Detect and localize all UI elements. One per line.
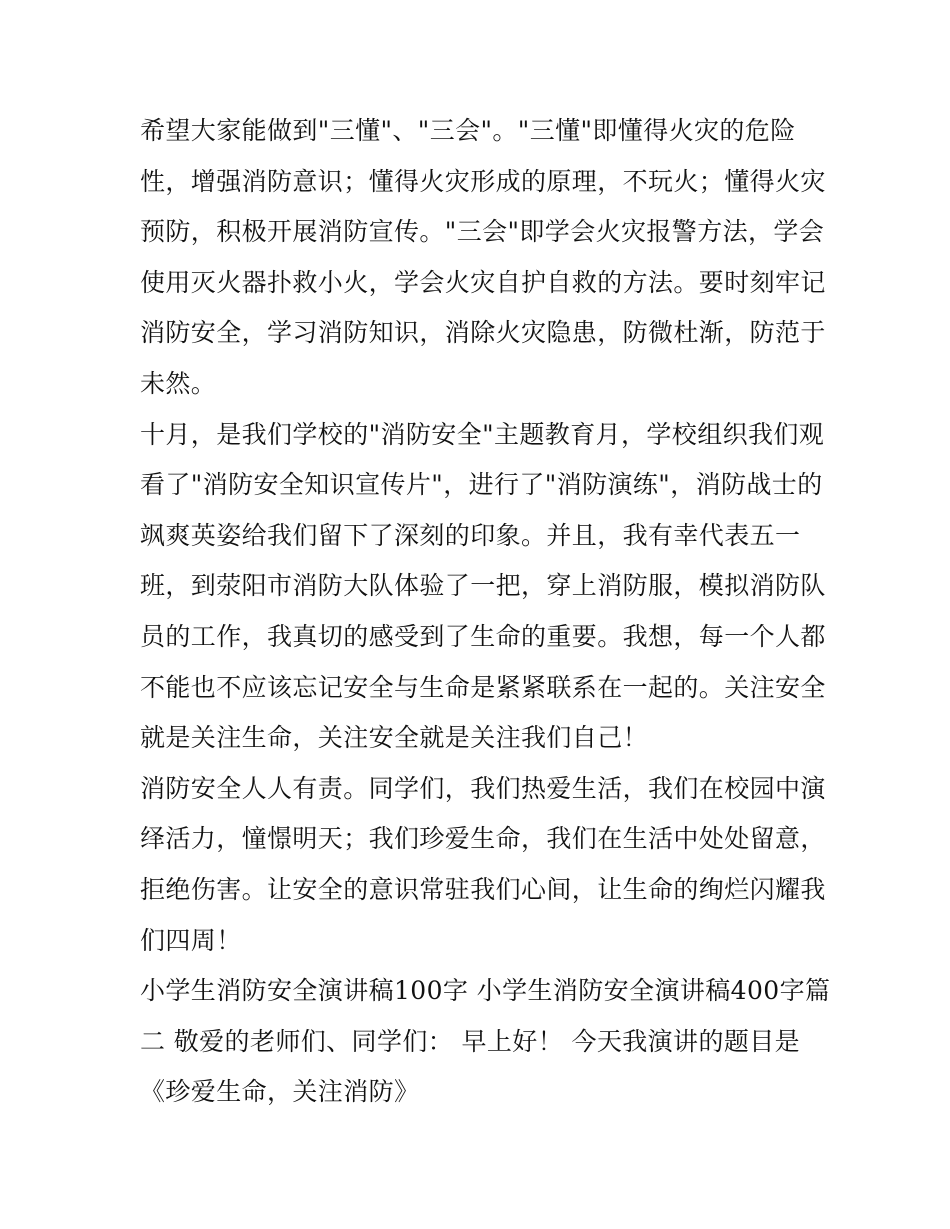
text-line: 拒绝伤害。让安全的意识常驻我们心间，让生命的绚烂闪耀我 [140,874,826,904]
text-line: 希望大家能做到"三懂"、"三会"。"三懂"即懂得火灾的危险 [140,116,796,145]
text-line: 未然。 [140,368,217,398]
text-line: 绎活力，憧憬明天；我们珍爱生命，我们在生活中处处留意， [140,824,826,854]
text-line: 预防，积极开展消防宣传。"三会"即学会火灾报警方法，学会 [140,217,825,247]
text-line: 消防安全人人有责。同学们，我们热爱生活，我们在校园中演 [140,773,826,803]
text-line: 性，增强消防意识；懂得火灾形成的原理，不玩火；懂得火灾 [140,166,826,196]
text-line: 飒爽英姿给我们留下了深刻的印象。并且，我有幸代表五一 [140,520,801,550]
text-line: 十月，是我们学校的"消防安全"主题教育月，学校组织我们观 [140,419,825,449]
text-line: 班，到荥阳市消防大队体验了一把，穿上消防服，模拟消防队 [140,571,826,601]
text-line: 们四周！ [140,925,242,955]
text-line: 《珍爱生命，关注消防》 [140,1077,420,1107]
text-line: 使用灭火器扑救小火，学会火灾自护自救的方法。要时刻牢记 [140,267,826,297]
text-line: 不能也不应该忘记安全与生命是紧紧联系在一起的。关注安全 [140,672,826,702]
text-line: 员的工作，我真切的感受到了生命的重要。我想，每一个人都 [140,621,826,651]
document-body [140,106,831,1118]
text-line: 二 敬爱的老师们、同学们： 早上好！ 今天我演讲的题目是 [140,1026,801,1056]
text-line: 就是关注生命，关注安全就是关注我们自己！ [140,723,649,753]
text-line: 小学生消防安全演讲稿100字 小学生消防安全演讲稿400字篇 [140,976,831,1006]
text-line: 看了"消防安全知识宣传片"，进行了"消防演练"，消防战士的 [140,470,823,500]
text-line: 消防安全，学习消防知识，消除火灾隐患，防微杜渐，防范于 [140,318,826,348]
